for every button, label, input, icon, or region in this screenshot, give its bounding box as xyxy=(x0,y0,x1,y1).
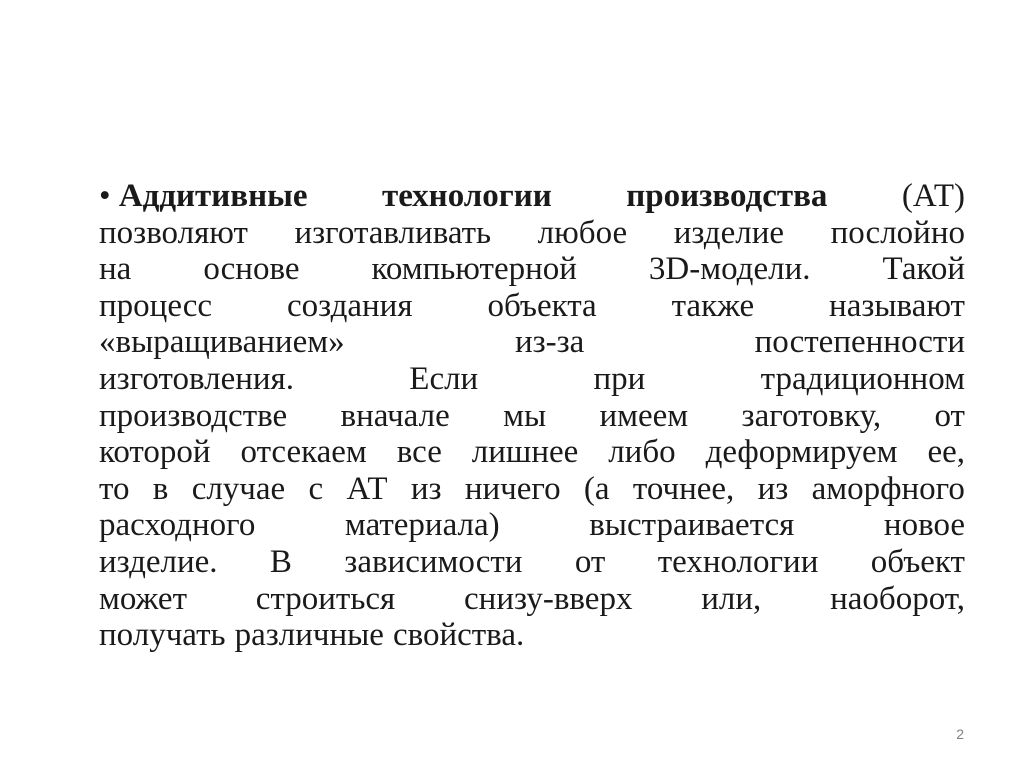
word: послойно xyxy=(830,214,965,251)
word: называют xyxy=(829,287,965,324)
paragraph-line xyxy=(99,178,965,215)
word: которой xyxy=(99,434,211,471)
word: свойства. xyxy=(392,617,525,654)
word: от xyxy=(934,397,965,434)
paragraph-line xyxy=(99,215,965,252)
word: новое xyxy=(883,507,965,544)
word: изготовления. xyxy=(99,360,294,397)
paragraph-line xyxy=(99,434,965,471)
word: постепенности xyxy=(754,324,965,361)
word: объекта xyxy=(487,287,597,324)
word: зависимости xyxy=(344,543,523,580)
word: «выращиванием» xyxy=(99,324,345,361)
word: 3D-модели. xyxy=(648,251,811,288)
word: заготовку, xyxy=(741,397,882,434)
word: расходного xyxy=(99,507,256,544)
word: аморфного xyxy=(811,470,965,507)
word: АТ xyxy=(346,470,388,507)
bullet-and-lead xyxy=(99,178,308,215)
word: технологии xyxy=(657,543,819,580)
word: Если xyxy=(409,360,479,397)
word: то xyxy=(99,470,130,507)
bullet-point: • xyxy=(99,178,111,214)
word: лишнее xyxy=(471,434,579,471)
word: компьютерной xyxy=(371,251,577,288)
paragraph-line xyxy=(99,398,965,435)
word: материала) xyxy=(344,507,500,544)
bold-lead-word: технологии xyxy=(381,178,552,214)
word: ничего xyxy=(464,470,561,507)
word: от xyxy=(574,543,606,580)
word: ее, xyxy=(927,434,965,471)
word: на xyxy=(99,251,132,288)
word: может xyxy=(99,580,187,617)
word: в xyxy=(152,470,169,507)
word: процесс xyxy=(99,287,213,324)
word: также xyxy=(671,287,755,324)
paragraph-line xyxy=(99,581,965,618)
word: точнее, xyxy=(632,470,735,507)
word: наоборот, xyxy=(830,580,965,617)
word: из xyxy=(757,470,789,507)
word: мы xyxy=(503,397,547,434)
page-number: 2 xyxy=(956,726,964,742)
paragraph-line xyxy=(99,617,965,654)
word: вначале xyxy=(340,397,450,434)
word: различные xyxy=(234,617,384,654)
word: случае xyxy=(191,470,286,507)
paragraph-line xyxy=(99,361,965,398)
paragraph-line xyxy=(99,324,965,361)
word: получать xyxy=(99,617,226,654)
word: имеем xyxy=(599,397,689,434)
word: традиционном xyxy=(760,360,965,397)
word: деформируем xyxy=(705,434,898,471)
word: из-за xyxy=(514,324,585,361)
word: объект xyxy=(870,543,965,580)
word: В xyxy=(269,543,292,580)
word: или, xyxy=(701,580,762,617)
word: изделие. xyxy=(99,543,218,580)
word: строиться xyxy=(255,580,396,617)
word: изготавливать xyxy=(294,214,492,251)
word: (а xyxy=(583,470,610,507)
paragraph-line xyxy=(99,251,965,288)
word: с xyxy=(308,470,324,507)
word: Такой xyxy=(882,251,965,288)
word: основе xyxy=(203,251,300,288)
paragraph-line xyxy=(99,544,965,581)
paragraph-line xyxy=(99,288,965,325)
word: выстраивается xyxy=(589,507,795,544)
word: позволяют xyxy=(99,214,248,251)
word: изделие xyxy=(673,214,785,251)
paragraph-line xyxy=(99,507,965,544)
word: при xyxy=(593,360,646,397)
word: снизу-вверх xyxy=(464,580,633,617)
bold-lead-word: производства xyxy=(626,178,828,214)
word: (АТ) xyxy=(901,178,965,214)
bold-lead-word: Аддитивные xyxy=(118,178,308,214)
word: любое xyxy=(537,214,628,251)
word: производстве xyxy=(99,397,288,434)
paragraph-body xyxy=(99,215,965,654)
word: все xyxy=(396,434,442,471)
word: либо xyxy=(608,434,676,471)
word: создания xyxy=(287,287,413,324)
word: отсекаем xyxy=(240,434,367,471)
word: из xyxy=(410,470,442,507)
bullet-paragraph xyxy=(99,178,965,654)
paragraph-line xyxy=(99,471,965,508)
